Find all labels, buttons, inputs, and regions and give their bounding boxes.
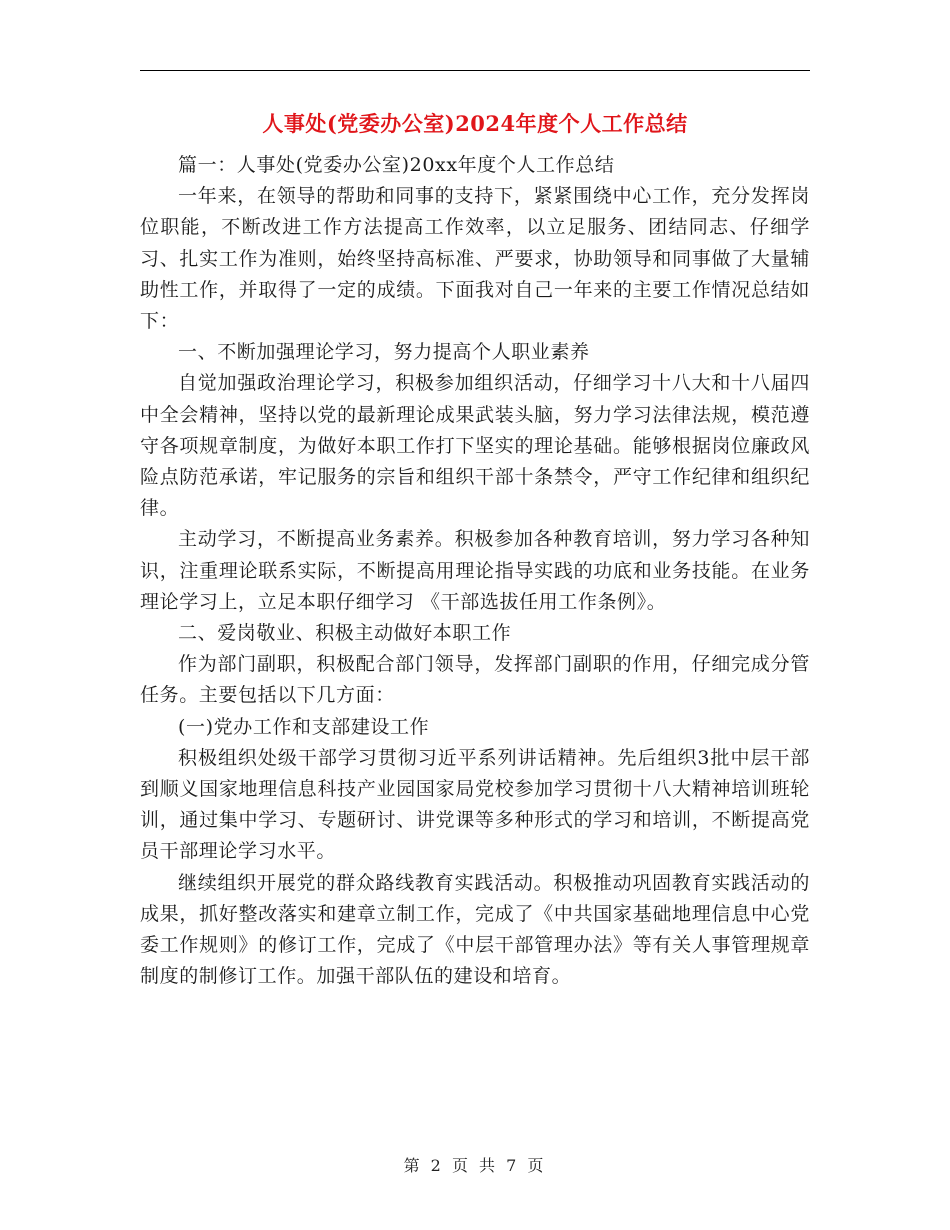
paragraph: 继续组织开展党的群众路线教育实践活动。积极推动巩固教育实践活动的成果，抓好整改落实和建章立制工作，完成了《中共国家基础地理信息中心党委工作规则》的修订工作，完成了《中层干部管理办法》等有关人事管理规章制度的制修订工作。加强干部队伍的建设和培育。 <box>140 871 810 988</box>
paragraph: 作为部门副职，积极配合部门领导，发挥部门副职的作用，仔细完成分管任务。主要包括以下几方面： <box>140 653 810 707</box>
paragraph: 积极组织处级干部学习贯彻习近平系列讲话精神。先后组织3批中层干部到顺义国家地理信息科技产业园国家局党校参加学习贯彻十八大精神培训班轮训，通过集中学习、专题研讨、讲党课等多种形式的学习和培训，不断提高党员干部理论学习水平。 <box>140 746 810 863</box>
document-body <box>140 150 810 992</box>
paragraph-subtitle: 篇一：人事处(党委办公室)20xx年度个人工作总结 <box>178 154 615 176</box>
paragraph-intro: 一年来，在领导的帮助和同事的支持下，紧紧围绕中心工作，充分发挥岗位职能，不断改进工作方法提高工作效率，以立足服务、团结同志、仔细学习、扎实工作为准则，始终坚持高标准、严要求，协助领导和同事做了大量辅助性工作，并取得了一定的成绩。下面我对自己一年来的主要工作情况总结如下： <box>140 185 810 333</box>
paragraph: 主动学习，不断提高业务素养。积极参加各种教育培训，努力学习各种知识，注重理论联系实际，不断提高用理论指导实践的功底和业务技能。在业务理论学习上，立足本职仔细学习 《干部选拔任用工作条例》。 <box>140 528 810 613</box>
document-title: 人事处(党委办公室)2024年度个人工作总结 <box>262 111 688 136</box>
paragraph: 自觉加强政治理论学习，积极参加组织活动，仔细学习十八大和十八届四中全会精神，坚持以党的最新理论成果武装头脑，努力学习法律法规，模范遵守各项规章制度，为做好本职工作打下坚实的理论基础。能够根据岗位廉政风险点防范承诺，牢记服务的宗旨和组织干部十条禁令，严守工作纪律和组织纪律。 <box>140 372 810 520</box>
page-number-footer: 第 2 页 共 7 页 <box>403 1156 547 1175</box>
section-heading-1: 一、不断加强理论学习，努力提高个人职业素养 <box>178 341 590 364</box>
section-heading-2: 二、爱岗敬业、积极主动做好本职工作 <box>178 622 512 645</box>
subsection-heading: (一)党办工作和支部建设工作 <box>178 715 430 738</box>
header-rule <box>140 70 810 71</box>
